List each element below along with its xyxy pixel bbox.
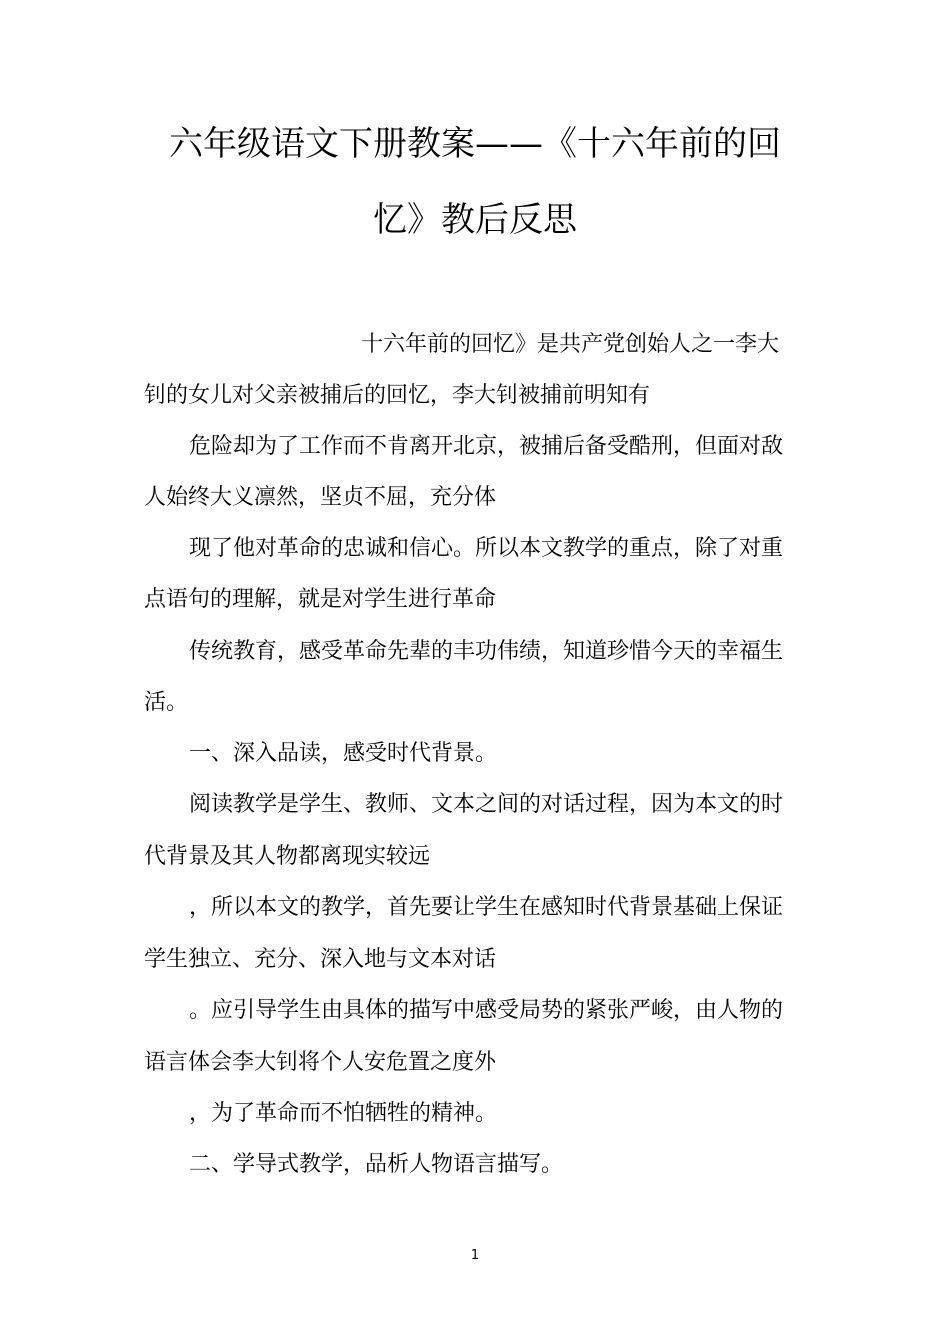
paragraph-line: ，为了革命而不怕牺牲的精神。 [189,1101,498,1126]
paragraph-line: 。应引导学生由具体的描写中感受局势的紧张严峻，由人物的 [189,998,784,1023]
page-number: 1 [470,1248,480,1263]
document-title-line-1: 六年级语文下册教案——《十六年前的回 [169,124,781,164]
paragraph-line: 活。 [144,690,189,715]
paragraph-line: 现了他对革命的忠诚和信心。所以本文教学的重点，除了对重 [189,536,784,561]
paragraph-line: 人始终大义凛然，坚贞不屈，充分体 [144,485,497,510]
paragraph-line: 传统教育，感受革命先辈的丰功伟绩，知道珍惜今天的幸福生 [189,639,784,664]
section-heading: 二、学导式教学，品析人物语言描写。 [189,1152,564,1177]
section-heading: 一、深入品读，感受时代背景。 [189,741,498,766]
paragraph-line: 阅读教学是学生、教师、文本之间的对话过程，因为本文的时 [189,792,784,817]
paragraph-line: 十六年前的回忆》是共产党创始人之一李大 [361,332,780,357]
paragraph-line: ，所以本文的教学，首先要让学生在感知时代背景基础上保证 [189,895,784,920]
paragraph-line: 钊的女儿对父亲被捕后的回忆，李大钊被捕前明知有 [144,383,651,408]
paragraph-line: 语言体会李大钊将个人安危置之度外 [144,1050,497,1075]
document-title-line-2: 忆》教后反思 [373,200,577,240]
paragraph-line: 代背景及其人物都离现实较远 [144,844,431,869]
paragraph-line: 学生独立、充分、深入地与文本对话 [144,947,497,972]
paragraph-line: 点语句的理解，就是对学生进行革命 [144,587,497,612]
paragraph-line: 危险却为了工作而不肯离开北京，被捕后备受酷刑，但面对敌 [189,434,784,459]
